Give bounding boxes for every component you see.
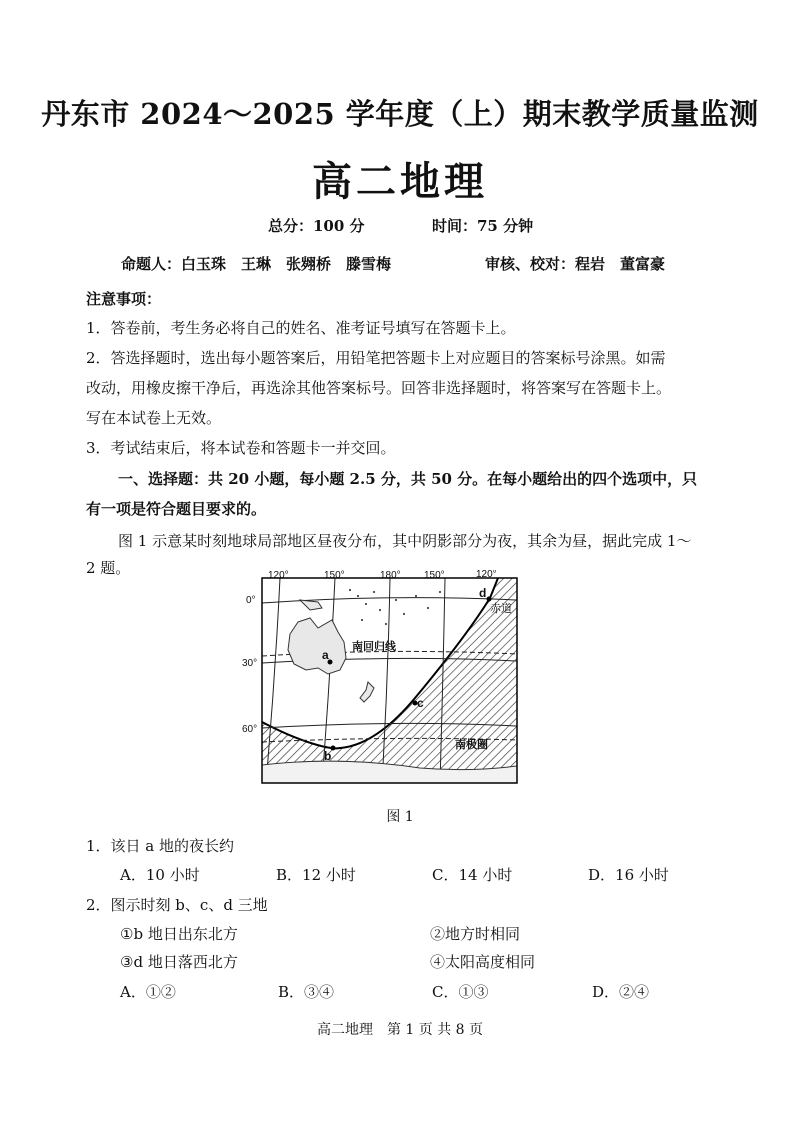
note-line: 2．答选择题时，选出每小题答案后，用铅笔把答题卡上对应题目的答案标号涂黑。如需 — [86, 349, 666, 367]
tropic-label: 南回归线 — [352, 641, 396, 653]
total-score: 总分：100 分 — [268, 217, 365, 235]
note-line: 写在本试卷上无效。 — [86, 409, 222, 427]
figure-intro: 图 1 示意某时刻地球局部地区昼夜分布，其中阴影部分为夜，其余为昼，据此完成 1～ — [118, 532, 692, 550]
option-d[interactable]: D．16 小时 — [588, 866, 669, 884]
equator-label: 赤道 — [490, 603, 512, 615]
point-d-marker — [487, 597, 492, 602]
option-c[interactable]: C．①③ — [432, 983, 489, 1001]
option-c[interactable]: C．14 小时 — [432, 866, 513, 884]
longitude-label: 120° — [476, 570, 497, 580]
exam-title: 丹东市 2024～2025 学年度（上）期末教学质量监测 — [41, 97, 759, 131]
note-line: 改动，用橡皮擦干净后，再选涂其他答案标号。回答非选择题时，将答案写在答题卡上。 — [86, 379, 672, 397]
note-line: 3．考试结束后，将本试卷和答题卡一并交回。 — [86, 439, 396, 457]
point-b-label: b — [324, 749, 332, 763]
option-d[interactable]: D．②④ — [592, 983, 650, 1001]
figure-caption: 图 1 — [386, 809, 414, 825]
longitude-label: 120° — [268, 570, 289, 581]
latitude-label: 30° — [242, 658, 258, 669]
statement: ③d 地日落西北方 — [120, 953, 238, 971]
longitude-label: 150° — [424, 570, 445, 581]
figure-intro: 2 题。 — [86, 559, 131, 577]
latitude-label: 0° — [246, 595, 256, 606]
new-zealand-land — [360, 682, 374, 702]
longitude-label: 180° — [380, 570, 401, 581]
option-a[interactable]: A．10 小时 — [120, 866, 200, 884]
latitude-label: 60° — [242, 724, 258, 735]
statement: ④太阳高度相同 — [430, 953, 536, 971]
point-a-label: a — [322, 648, 329, 662]
statement: ①b 地日出东北方 — [120, 925, 238, 943]
exam-time: 时间：75 分钟 — [432, 217, 534, 235]
day-night-map — [240, 570, 530, 790]
statement: ②地方时相同 — [430, 925, 521, 943]
island — [300, 600, 322, 610]
section-instruction: 一、选择题：共 20 小题，每小题 2.5 分，共 50 分。在每小题给出的四个选项中，只 — [118, 470, 698, 488]
longitude-label: 150° — [324, 570, 345, 581]
antarctic-label: 南极圈 — [455, 739, 488, 751]
point-d-label: d — [479, 586, 487, 600]
australia-land — [288, 618, 346, 674]
option-b[interactable]: B．③④ — [278, 983, 335, 1001]
option-a[interactable]: A．①② — [120, 983, 176, 1001]
question-stem: 1．该日 a 地的夜长约 — [86, 837, 235, 855]
option-b[interactable]: B．12 小时 — [276, 866, 356, 884]
page-footer: 高二地理 第 1 页 共 8 页 — [316, 1022, 484, 1038]
notes-heading: 注意事项： — [86, 290, 162, 308]
reviewers: 审核、校对：程岩 董富豪 — [485, 255, 666, 273]
island-dots — [349, 589, 441, 625]
authors: 命题人：白玉珠 王琳 张翙桥 滕雪梅 — [121, 255, 392, 273]
subject-title: 高二地理 — [312, 159, 488, 205]
question-stem: 2．图示时刻 b、c、d 三地 — [86, 896, 268, 914]
point-c-label: c — [417, 696, 424, 710]
note-line: 1．答卷前，考生务必将自己的姓名、准考证号填写在答题卡上。 — [86, 319, 516, 337]
section-instruction: 有一项是符合题目要求的。 — [86, 500, 267, 518]
